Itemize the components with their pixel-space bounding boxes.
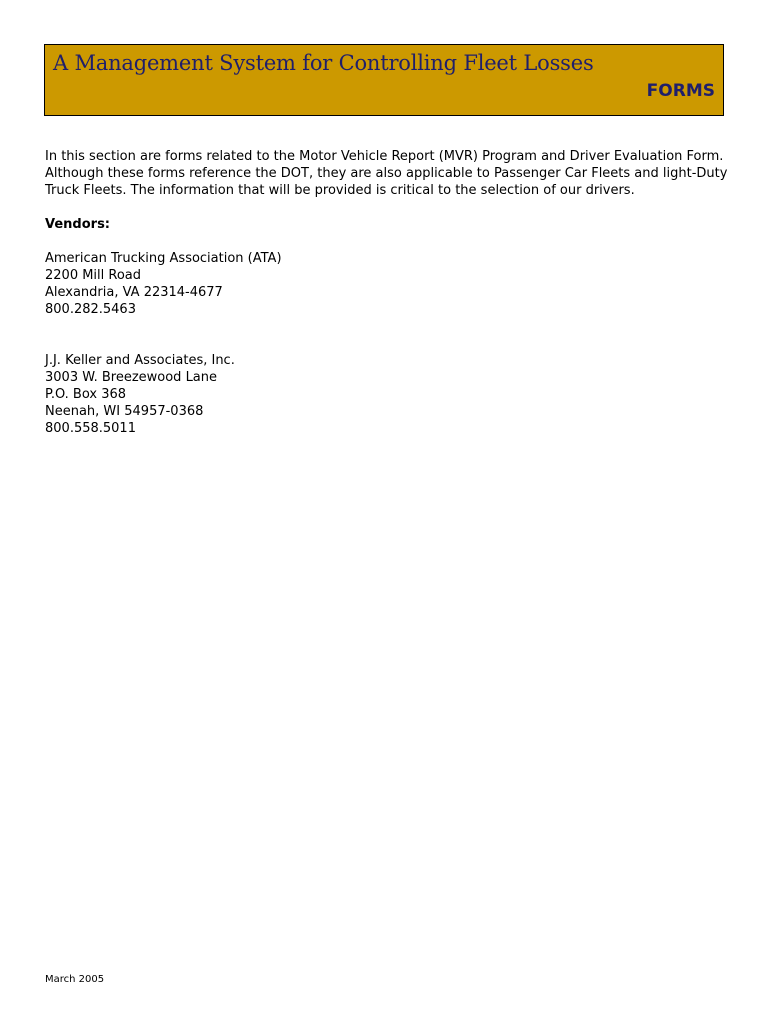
document-title: A Management System for Controlling Fleet Losses (53, 51, 594, 75)
vendor-phone: 800.282.5463 (45, 302, 136, 317)
vendor-name: American Trucking Association (ATA) (45, 251, 282, 266)
vendor-block-ata (45, 250, 735, 318)
vendor-address-line: 3003 W. Breezewood Lane (45, 370, 218, 385)
intro-paragraph (45, 148, 735, 199)
vendor-name: J.J. Keller and Associates, Inc. (45, 353, 235, 368)
vendor-address-line: 2200 Mill Road (45, 268, 142, 283)
vendor-address-line: Neenah, WI 54957-0368 (45, 404, 204, 419)
intro-line: Truck Fleets. The information that will be provided is critical to the selection of our drivers. (45, 183, 635, 198)
main-content (45, 148, 735, 471)
section-label: FORMS (646, 81, 715, 101)
vendor-block-jj-keller (45, 352, 735, 437)
intro-line: In this section are forms related to the Motor Vehicle Report (MVR) Program and Driver Evaluation Form. (45, 149, 724, 164)
vendor-address-line: Alexandria, VA 22314-4677 (45, 285, 223, 300)
vendor-address-line: P.O. Box 368 (45, 387, 127, 402)
header-banner (44, 44, 724, 116)
vendors-heading: Vendors: (45, 217, 111, 232)
vendor-phone: 800.558.5011 (45, 421, 136, 436)
intro-line: Although these forms reference the DOT, they are also applicable to Passenger Car Fleets and light-Duty (45, 166, 728, 181)
footer-date: March 2005 (45, 974, 105, 985)
